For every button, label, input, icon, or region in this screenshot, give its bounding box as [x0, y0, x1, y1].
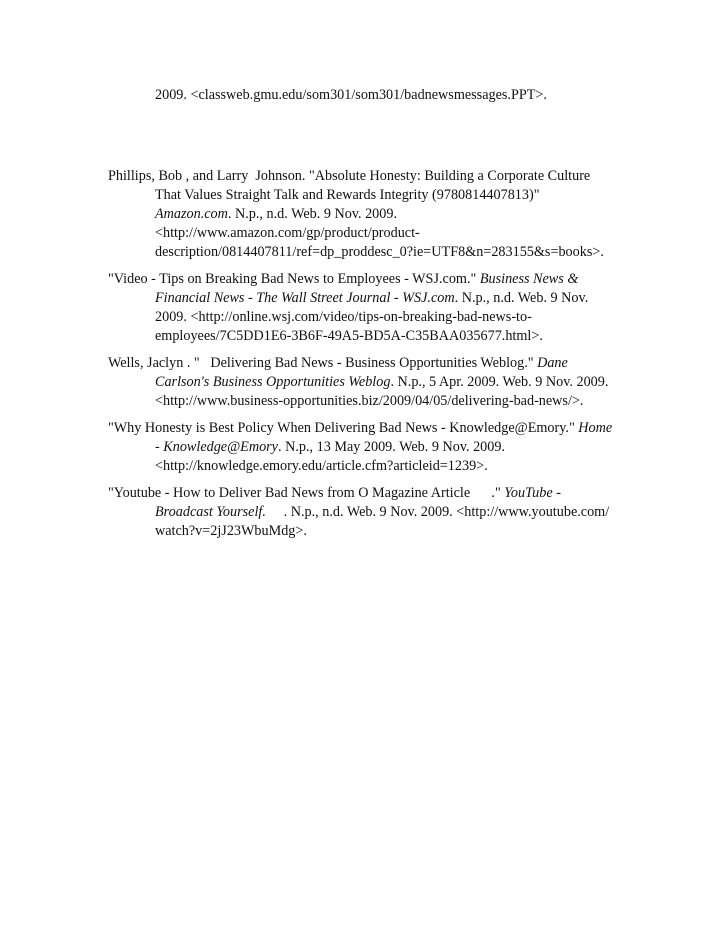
citation-source-title: Dane	[537, 355, 568, 371]
citation-line	[155, 205, 397, 224]
citation-line	[155, 438, 505, 457]
citation-line	[108, 419, 612, 438]
citation-source-title: Amazon.com	[155, 206, 228, 222]
citation-text: That Values Straight Talk and Rewards Integrity (9780814407813)"	[155, 187, 540, 203]
citation-line	[155, 392, 583, 411]
citation-text: "Why Honesty is Best Policy When Delivering Bad News - Knowledge@Emory."	[108, 420, 579, 436]
citation-text: Phillips, Bob , and Larry Johnson. "Absolute Honesty: Building a Corporate Culture	[108, 168, 591, 184]
citation-line	[108, 354, 568, 373]
citation-line	[155, 522, 307, 541]
citation-text: . N.p., n.d. Web. 9 Nov. 2009.	[227, 206, 398, 222]
citation-line	[155, 503, 609, 522]
citation-text: . N.p., 13 May 2009. Web. 9 Nov. 2009.	[277, 439, 506, 455]
citation-line	[108, 167, 590, 186]
citation-source-title: Broadcast Yourself.	[155, 504, 266, 520]
citation-source-title: YouTube -	[504, 485, 561, 501]
citation-text: 2009. <classweb.gmu.edu/som301/som301/badnewsmessages.PPT>.	[155, 87, 547, 103]
citation-text: Wells, Jaclyn . " Delivering Bad News - Business Opportunities Weblog."	[108, 355, 538, 371]
citation-text: . N.p., n.d. Web. 9 Nov. 2009. <http://www.youtube.com/	[265, 504, 610, 520]
citation-line	[155, 186, 540, 205]
citation-url: <http://knowledge.emory.edu/article.cfm?articleid=1239>.	[155, 458, 488, 474]
citation-source-title: Home	[578, 420, 613, 436]
citation-line	[155, 327, 543, 346]
citation-url: <http://www.amazon.com/gp/product/product-	[155, 225, 420, 241]
citation-line	[155, 289, 588, 308]
citation-line	[155, 457, 488, 476]
citation-text: "Youtube - How to Deliver Bad News from O Magazine Article ."	[108, 485, 505, 501]
citation-url: description/0814407811/ref=dp_proddesc_0?ie=UTF8&n=283155&s=books>.	[155, 244, 604, 260]
citation-url: watch?v=2jJ23WbuMdg>.	[155, 523, 307, 539]
citation-line	[155, 243, 604, 262]
citation-line	[155, 373, 608, 392]
citation-line	[155, 86, 547, 105]
citation-text: "Video - Tips on Breaking Bad News to Employees - WSJ.com."	[108, 271, 480, 287]
citation-source-title: - Knowledge@Emory	[155, 439, 278, 455]
citation-url: <http://www.business-opportunities.biz/2009/04/05/delivering-bad-news/>.	[155, 393, 584, 409]
citation-text: . N.p., n.d. Web. 9 Nov.	[454, 290, 589, 306]
citation-text: . N.p., 5 Apr. 2009. Web. 9 Nov. 2009.	[390, 374, 609, 390]
citation-source-title: Business News &	[479, 271, 579, 287]
citation-line	[108, 270, 578, 289]
citation-line	[155, 224, 420, 243]
citation-source-title: Carlson's Business Opportunities Weblog	[155, 374, 391, 390]
citation-source-title: Financial News - The Wall Street Journal - WSJ.com	[155, 290, 455, 306]
citation-url: 2009. <http://online.wsj.com/video/tips-on-breaking-bad-news-to-	[155, 309, 532, 325]
citation-line	[155, 308, 532, 327]
citation-url: employees/7C5DD1E6-3B6F-49A5-BD5A-C35BAA035677.html>.	[155, 328, 543, 344]
citation-line	[108, 484, 561, 503]
